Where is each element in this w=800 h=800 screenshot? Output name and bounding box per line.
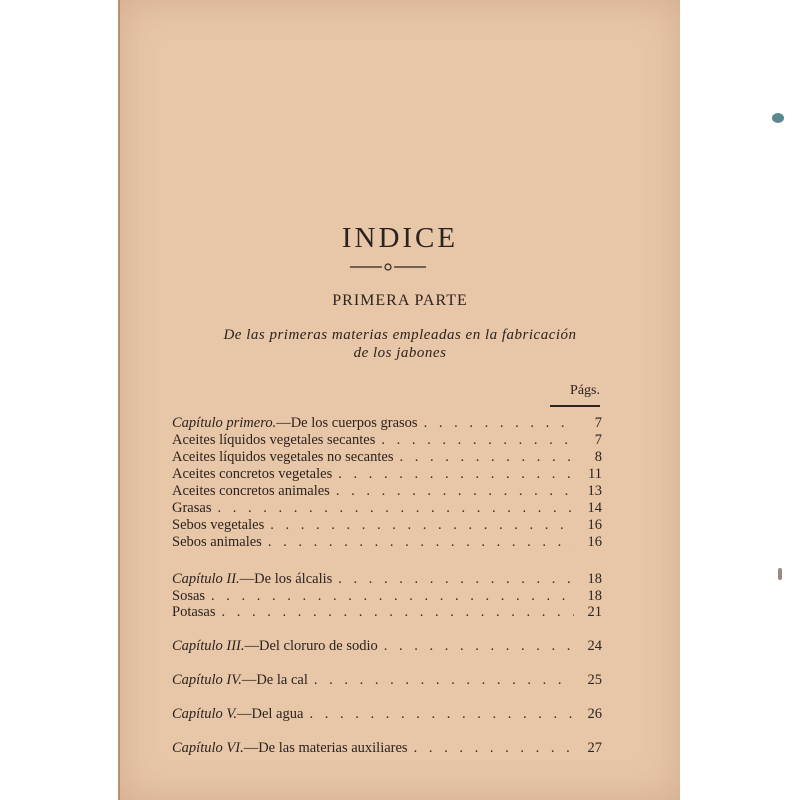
toc-entry-label bbox=[172, 533, 262, 551]
toc-entry-label bbox=[172, 482, 330, 500]
toc-page-number: 13 bbox=[587, 483, 602, 499]
toc-entry-label bbox=[172, 431, 375, 449]
chapter-name: Capítulo III. bbox=[172, 638, 245, 654]
dot-leader bbox=[314, 671, 574, 689]
toc-page-number: 11 bbox=[588, 466, 602, 482]
page-title: INDICE bbox=[341, 222, 459, 254]
dot-leader bbox=[424, 414, 574, 432]
toc-page-number: 16 bbox=[587, 517, 602, 533]
toc-page-number: 7 bbox=[594, 415, 602, 431]
toc-entry-text: —De las materias auxiliares bbox=[243, 740, 408, 756]
toc-page-number: 26 bbox=[587, 706, 602, 722]
toc-chapter-entry bbox=[172, 671, 602, 689]
toc-entry bbox=[172, 482, 602, 500]
toc-entry-text: Sebos vegetales bbox=[172, 517, 265, 533]
toc-entry-text: —De los cuerpos grasos bbox=[276, 415, 418, 431]
toc-entry-text: —Del agua bbox=[237, 706, 304, 722]
ink-blot bbox=[772, 113, 784, 123]
chapter-name: Capítulo II. bbox=[172, 571, 240, 587]
toc-entry-label bbox=[172, 570, 332, 588]
toc-entry-text: Sebos animales bbox=[172, 534, 262, 550]
toc-entry-label bbox=[172, 499, 211, 517]
toc-chapter-entry bbox=[172, 414, 602, 432]
dot-leader bbox=[309, 705, 574, 723]
toc-entry-label bbox=[172, 465, 332, 483]
toc-page-number: 24 bbox=[587, 638, 602, 654]
section-subtitle-line-1: De las primeras materias empleadas en la fabricación bbox=[223, 327, 577, 343]
toc-chapter-entry bbox=[172, 705, 602, 723]
part-heading: PRIMERA PARTE bbox=[332, 292, 468, 309]
toc-page-number: 16 bbox=[587, 534, 602, 550]
toc-entry bbox=[172, 465, 602, 483]
dot-leader bbox=[381, 431, 574, 449]
toc-entry bbox=[172, 499, 602, 517]
dot-leader bbox=[268, 533, 574, 551]
toc-entry-label bbox=[172, 516, 264, 534]
pages-column-rule bbox=[550, 405, 600, 407]
dot-leader bbox=[270, 516, 574, 534]
toc-entry-text: Aceites concretos animales bbox=[172, 483, 330, 499]
chapter-name: Capítulo V. bbox=[172, 706, 237, 722]
dot-leader bbox=[217, 499, 574, 517]
toc-chapter-entry bbox=[172, 637, 602, 655]
toc-entry-label bbox=[172, 739, 408, 757]
dot-leader bbox=[338, 465, 574, 483]
book-page bbox=[120, 0, 680, 800]
toc-chapter-entry bbox=[172, 739, 602, 757]
toc-entry-text: —Del cloruro de sodio bbox=[244, 638, 378, 654]
toc-entry-text: Aceites concretos vegetales bbox=[172, 466, 333, 482]
section-subtitle-line-2: de los jabones bbox=[353, 345, 447, 361]
toc-page-number: 8 bbox=[594, 449, 602, 465]
dot-leader bbox=[222, 603, 575, 621]
toc-entry-label bbox=[172, 637, 378, 655]
toc-entry-label bbox=[172, 448, 393, 466]
toc-page-number: 21 bbox=[587, 604, 602, 620]
chapter-name: Capítulo IV. bbox=[172, 672, 242, 688]
toc-entry-label bbox=[172, 705, 303, 723]
toc-entry-text: Potasas bbox=[172, 604, 216, 620]
toc-page-number: 14 bbox=[587, 500, 602, 516]
toc-page-number: 7 bbox=[594, 432, 602, 448]
chapter-name: Capítulo primero. bbox=[172, 415, 277, 431]
toc-entry-text: Aceites líquidos vegetales secantes bbox=[172, 432, 376, 448]
paper-mark bbox=[778, 568, 782, 580]
toc-entry-label bbox=[172, 414, 418, 432]
toc-page-number: 27 bbox=[587, 740, 602, 756]
dot-leader bbox=[414, 739, 574, 757]
toc-entry-text: Grasas bbox=[172, 500, 212, 516]
toc-entry-text: Aceites líquidos vegetales no secantes bbox=[172, 449, 394, 465]
dot-leader bbox=[384, 637, 574, 655]
title-ornament bbox=[350, 262, 426, 272]
toc-entry bbox=[172, 448, 602, 466]
toc-chapter-entry bbox=[172, 570, 602, 588]
dot-leader bbox=[399, 448, 574, 466]
pages-column-label: Págs. bbox=[570, 383, 600, 398]
toc-page-number: 18 bbox=[587, 588, 602, 604]
dot-leader bbox=[336, 482, 574, 500]
toc-entry bbox=[172, 533, 602, 551]
toc-entry bbox=[172, 516, 602, 534]
dot-leader bbox=[338, 570, 574, 588]
toc-page-number: 18 bbox=[587, 571, 602, 587]
chapter-name: Capítulo VI. bbox=[172, 740, 244, 756]
toc-entry bbox=[172, 603, 602, 621]
toc-entry-text: —De los álcalis bbox=[239, 571, 333, 587]
toc-entry-text: —De la cal bbox=[241, 672, 308, 688]
toc-entry-label bbox=[172, 603, 216, 621]
toc-entry-label bbox=[172, 671, 308, 689]
toc-entry-text: Sosas bbox=[172, 588, 206, 604]
toc-entry bbox=[172, 431, 602, 449]
toc-page-number: 25 bbox=[587, 672, 602, 688]
